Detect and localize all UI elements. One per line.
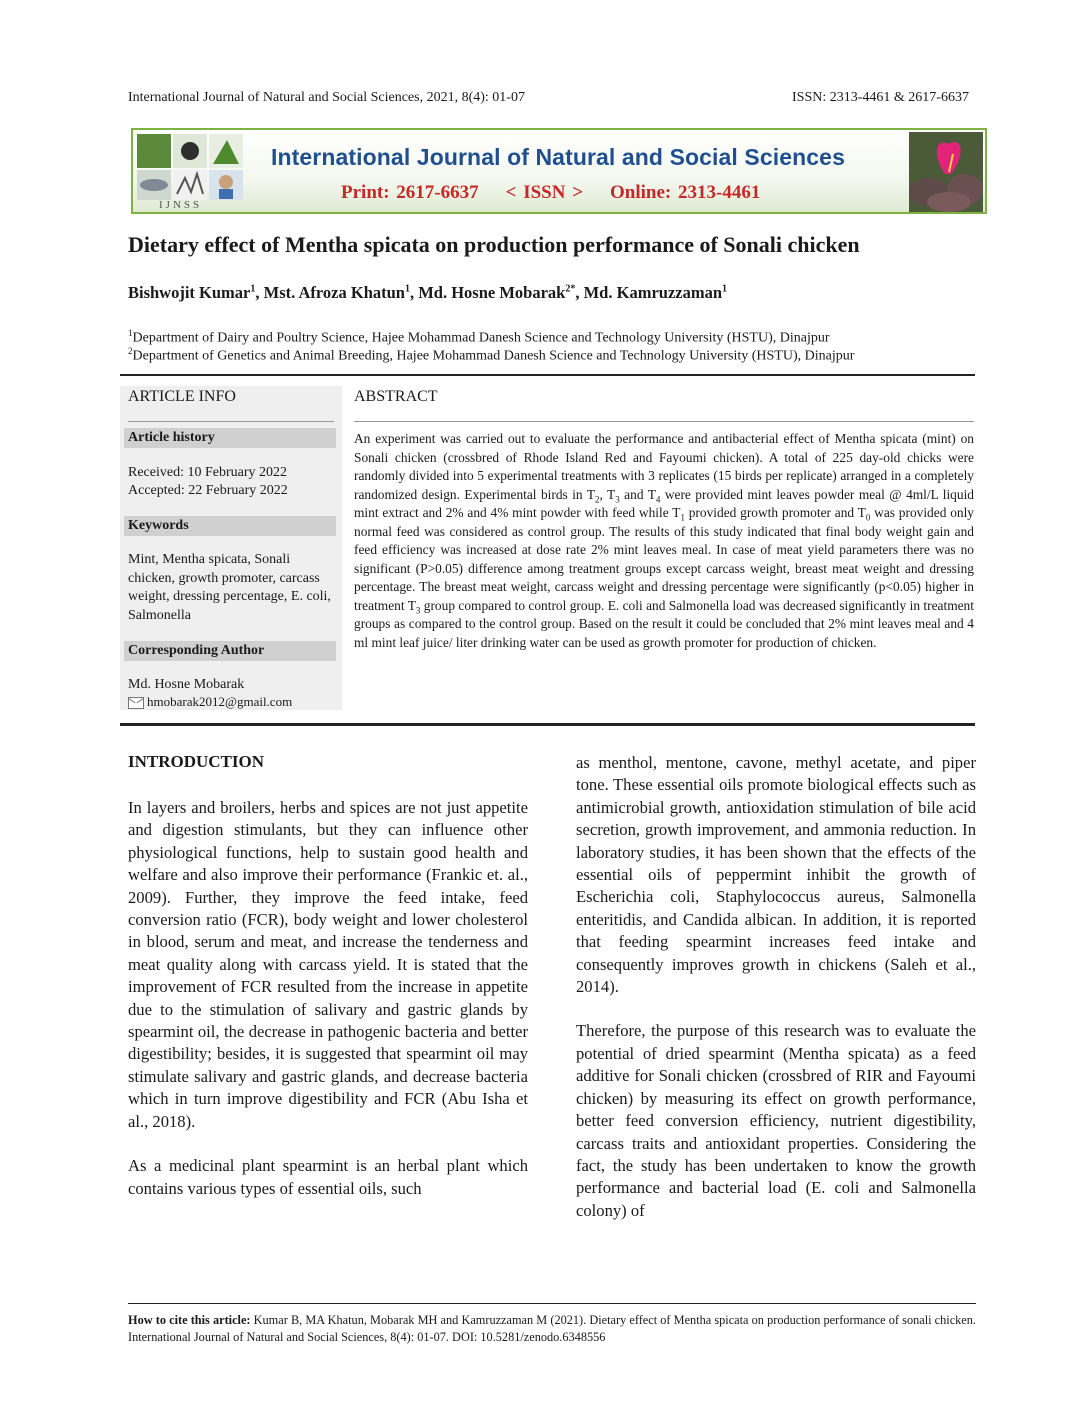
abstract-segment: were provided mint leaves powder meal @ 4ml/L liquid mint extract and 2% and 4% mint powder with feed while T xyxy=(354,486,974,520)
affiliation-text: Department of Dairy and Poultry Science, Hajee Mohammad Danesh Science and Technology University (HSTU), Dinajpur xyxy=(132,330,830,346)
abstract-segment: group compared to control group. E. coli and Salmonella load was decreased significantly in treatment groups as compared to the control group. Based on the result it could be concluded that 2% mint leaves meal and 4 ml mint leaf juice/ liter drinking water can be used as growth promoter for production of chicken. xyxy=(354,597,974,650)
citation xyxy=(128,1312,976,1346)
subscript: 4 xyxy=(655,494,661,505)
affiliation-mark: 2 xyxy=(128,346,133,356)
email-link[interactable]: hmobarak2012@gmail.com xyxy=(147,694,293,709)
issn-header: ISSN: 2313-4461 & 2617-6637 xyxy=(792,90,969,105)
subscript: 3 xyxy=(415,605,421,616)
divider xyxy=(120,723,975,726)
subscript: 0 xyxy=(865,512,871,523)
abstract-segment: was provided only normal feed was considered as control group. The results of this study indicated that final body weight gain and feed efficiency was increased at dose rate 2% mint leaves meal. In case of meat yield parameters there was no significant (P>0.05) difference among treatment groups except carcass weight, breast meat weight and dressing percentage. The breast meat weight, carcass weight and dressing percentage were significantly (p<0.05) higher in treatment T xyxy=(354,505,974,613)
author-name: Bishwojit Kumar xyxy=(128,283,251,302)
article-history-heading: Article history xyxy=(124,428,336,448)
article-info-heading: ARTICLE INFO xyxy=(128,388,236,405)
abstract-segment: provided growth promoter and T xyxy=(684,505,866,520)
banner-print-issn: Print: 2617-6637 xyxy=(341,182,479,203)
journal-reference: International Journal of Natural and Social Sciences, 2021, 8(4): 01-07 xyxy=(128,90,525,105)
banner-issn-line xyxy=(341,182,760,204)
corresponding-author-name: Md. Hosne Mobarak xyxy=(128,677,245,692)
citation-label: How to cite this article: xyxy=(128,1313,251,1327)
paragraph: As a medicinal plant spearmint is an herbal plant which contains various types of essential oils, such xyxy=(128,1156,528,1198)
divider xyxy=(120,374,975,376)
abstract-text xyxy=(354,430,974,652)
keywords-heading: Keywords xyxy=(124,516,336,536)
keywords-list: Mint, Mentha spicata, Sonali chicken, growth promoter, carcass weight, dressing percentage, E. coli, Salmonella xyxy=(128,552,331,623)
journal-abbreviation: IJNSS xyxy=(159,199,203,211)
abstract-heading: ABSTRACT xyxy=(354,388,438,405)
author-affiliation-mark: 1 xyxy=(404,283,410,295)
citation-text: Kumar B, MA Khatun, Mobarak MH and Kamruzzaman M (2021). Dietary effect of Mentha spicata on production performance of sonali chicken. International Journal of Natural and Social Sciences, 8(4): 01-07. DOI: 10.5281/zenodo.6348556 xyxy=(128,1313,976,1344)
article-title: Dietary effect of Mentha spicata on production performance of Sonali chicken xyxy=(128,232,860,257)
abstract-segment: An experiment was carried out to evaluate the performance and antibacterial effect of Mentha spicata (mint) on Sonali chicken (crossbred of Rhode Island Red and Fayoumi chicken). A total of 225 day-old chicks were randomly divided into 5 experimental treatments with 3 replicates (15 birds per replicate) arranged in a completely randomized design. Experimental birds in T xyxy=(354,431,974,502)
subscript: 2 xyxy=(595,494,600,505)
abstract-segment: , T xyxy=(599,486,616,502)
affiliation xyxy=(128,346,854,365)
author-list: Bishwojit Kumar$^1$, Mst. Afroza Khatun$^1$, Md. Hosne Mobarak$^{2*}$, Md. Kamruzzaman$^1$ xyxy=(128,283,728,302)
email-line xyxy=(128,693,338,712)
paragraph: as menthol, mentone, cavone, methyl acetate, and piper tone. These essential oils promote biological effects such as antimicrobial growth, antioxidation stimulation of bile acid secretion, growth improvement, and ammonia reduction. In laboratory studies, it has been shown that the effects of the essential oils of peppermint inhibit the growth of Escherichia coli, Staphylococcus aureus, Salmonella enteritidis, and Candida albican. In addition, it is reported that feeding spearmint increases feed intake and consequently improves growth in chickens (Saleh et al., 2014). xyxy=(576,753,976,997)
subscript: 3 xyxy=(615,494,620,505)
journal-banner xyxy=(131,128,987,214)
divider xyxy=(128,421,334,422)
paragraph: Therefore, the purpose of this research was to evaluate the potential of dried spearmint (Mentha spicata) as a feed additive for Sonali chicken (crossbred of RIR and Fayoumi chicken) by measuring its effect on growth performance, better feed conversion efficiency, nutrient digestibility, carcass traits and antioxidant properties. Considering the fact, the study has been undertaken to know the growth performance and bacterial load (E. coli and Salmonella colony) of xyxy=(576,1021,976,1220)
banner-online-issn: Online: 2313-4461 xyxy=(610,182,761,203)
author-affiliation-mark: 1 xyxy=(250,283,256,295)
right-column xyxy=(576,752,976,1244)
author-name: Md. Kamruzzaman xyxy=(583,283,723,302)
flower-image-icon xyxy=(909,132,983,212)
affiliation-text: Department of Genetics and Animal Breeding, Hajee Mohammad Danesh Science and Technology University (HSTU), Dinajpur xyxy=(132,348,855,364)
affiliation-mark: 1 xyxy=(128,328,133,338)
left-column xyxy=(128,797,528,1222)
banner-journal-title: International Journal of Natural and Social Sciences xyxy=(271,144,845,170)
corresponding-author-heading: Corresponding Author xyxy=(124,641,336,661)
section-heading-introduction: INTRODUCTION xyxy=(128,752,265,771)
author-affiliation-mark: 2* xyxy=(565,283,576,295)
author-affiliation-mark: 1 xyxy=(722,283,728,295)
divider xyxy=(354,421,974,422)
affiliation xyxy=(128,328,830,347)
abstract-segment: and T xyxy=(619,486,656,502)
paragraph: In layers and broilers, herbs and spices are not just appetite and digestion stimulants, but they can influence other physiological functions, help to sustain good health and welfare and also improve their performance (Frankic et. al., 2009). Further, they improve the feed intake, feed conversion ratio (FCR), body weight and lower cholesterol in blood, serum and meat, and increase the tenderness and meat quality along with carcass yield. It is stated that the improvement of FCR resulted from the increase in appetite due to the stimulation of salivary and gastric glands by spearmint oil, the decrease in pathogenic bacteria and better digestibility; besides, it is suggested that spearmint oil may stimulate salivary and gastric glands, and decrease bacteria which in turn improve digestibility and FCR (Abu Isha et al., 2018). xyxy=(128,798,528,1131)
received-date: Received: 10 February 2022 xyxy=(128,465,288,480)
banner-issn-label: < ISSN > xyxy=(505,182,584,203)
collage-image-icon xyxy=(137,134,245,208)
accepted-date: Accepted: 22 February 2022 xyxy=(128,483,288,498)
subscript: 1 xyxy=(680,512,685,523)
author-name: Mst. Afroza Khatun xyxy=(263,283,405,302)
divider xyxy=(128,1303,976,1304)
author-name: Md. Hosne Mobarak xyxy=(418,283,566,302)
envelope-icon xyxy=(128,697,144,709)
